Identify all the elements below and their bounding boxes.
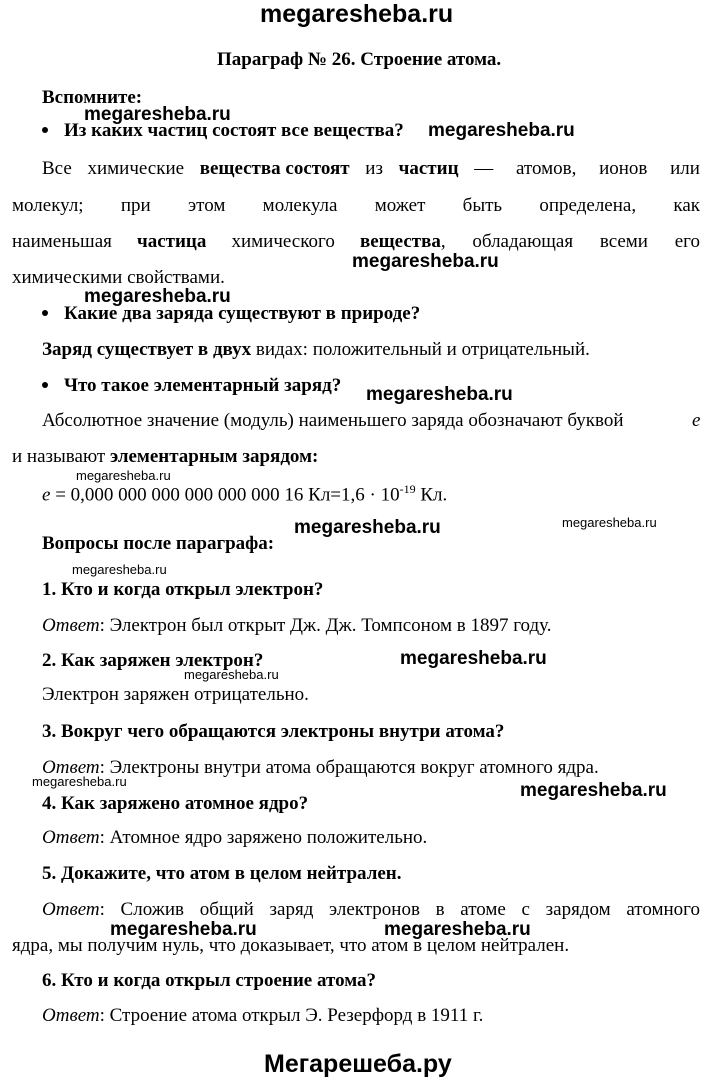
question-1-remember: Из каких частиц состоят все вещества? <box>42 120 404 142</box>
site-footer[interactable]: Мегарешеба.ру <box>264 1050 452 1078</box>
bullet-icon <box>42 310 48 316</box>
watermark: megaresheba.ru <box>384 919 531 940</box>
watermark: megaresheba.ru <box>352 251 499 272</box>
bullet-icon <box>42 382 48 388</box>
question-2: 2. Как заряжен электрон? <box>42 650 264 671</box>
answer-1-line-1: Все химические вещества состоят из частиц — атомов, ионов или <box>42 158 700 179</box>
answer-2-text: Электрон заряжен отрицательно. <box>42 684 309 705</box>
charge-formula: e = 0,000 000 000 000 000 000 16 $Кл=1,6 \cdot 10^{-19}$ Кл. <box>42 482 448 506</box>
question-5: 5. Докажите, что атом в целом нейтрален. <box>42 863 402 884</box>
answer-3-line-1: Абсолютное значение (модуль) наименьшего заряда обозначают буквой <box>42 410 624 431</box>
watermark: megaresheba.ru <box>366 384 513 405</box>
watermark: megaresheba.ru <box>400 648 547 669</box>
watermark: megaresheba.ru <box>294 517 441 538</box>
question-2-remember: Какие два заряда существуют в природе? <box>42 303 420 325</box>
watermark: megaresheba.ru <box>76 468 171 483</box>
question-3-remember: Что такое элементарный заряд? <box>42 375 341 397</box>
answer-1-line-4: химическими свойствами. <box>12 267 225 288</box>
answer-5-line-1: Ответ : Сложив общий заряд электронов в атоме с зарядом атомного <box>42 899 700 920</box>
question-6: 6. Кто и когда открыл строение атома? <box>42 970 377 991</box>
watermark: megaresheba.ru <box>32 774 127 789</box>
answer-1: Ответ: Электрон был открыт Дж. Дж. Томпсоном в 1897 году. <box>42 615 552 636</box>
answer-1-line-3: наименьшая частица химического вещества, обладающая всеми его <box>12 231 700 252</box>
answer-3-line-2: и называют элементарным зарядом: <box>12 446 319 467</box>
answer-2: Заряд существует в двух видах: положительный и отрицательный. <box>42 339 590 360</box>
elementary-charge-symbol: e <box>692 410 701 431</box>
watermark: megaresheba.ru <box>428 120 575 141</box>
answer-3: Ответ: Электроны внутри атома обращаются вокруг атомного ядра. <box>42 757 599 778</box>
question-4: 4. Как заряжено атомное ядро? <box>42 793 309 814</box>
watermark: megaresheba.ru <box>84 286 231 307</box>
question-1: 1. Кто и когда открыл электрон? <box>42 579 324 600</box>
questions-heading: Вопросы после параграфа: <box>42 533 275 554</box>
bullet-icon <box>42 127 48 133</box>
watermark: megaresheba.ru <box>520 780 667 801</box>
watermark: megaresheba.ru <box>562 515 657 530</box>
page-title: Параграф № 26. Строение атома. <box>217 49 502 70</box>
answer-6: Ответ: Строение атома открыл Э. Резерфорд в 1911 г. <box>42 1005 484 1026</box>
watermark: megaresheba.ru <box>184 667 279 682</box>
answer-4: Ответ: Атомное ядро заряжено положительно. <box>42 827 428 848</box>
answer-1-line-2: молекул; при этом молекула может быть определена, как <box>12 195 700 216</box>
question-3: 3. Вокруг чего обращаются электроны внутри атома? <box>42 721 505 742</box>
watermark: megaresheba.ru <box>84 104 231 125</box>
remember-heading: Вспомните: <box>42 87 143 108</box>
watermark: megaresheba.ru <box>110 919 257 940</box>
watermark: megaresheba.ru <box>72 562 167 577</box>
answer-5-line-2: ядра, мы получим нуль, что доказывает, что атом в целом нейтрален. <box>12 935 570 956</box>
site-header[interactable]: megaresheba.ru <box>260 0 454 28</box>
